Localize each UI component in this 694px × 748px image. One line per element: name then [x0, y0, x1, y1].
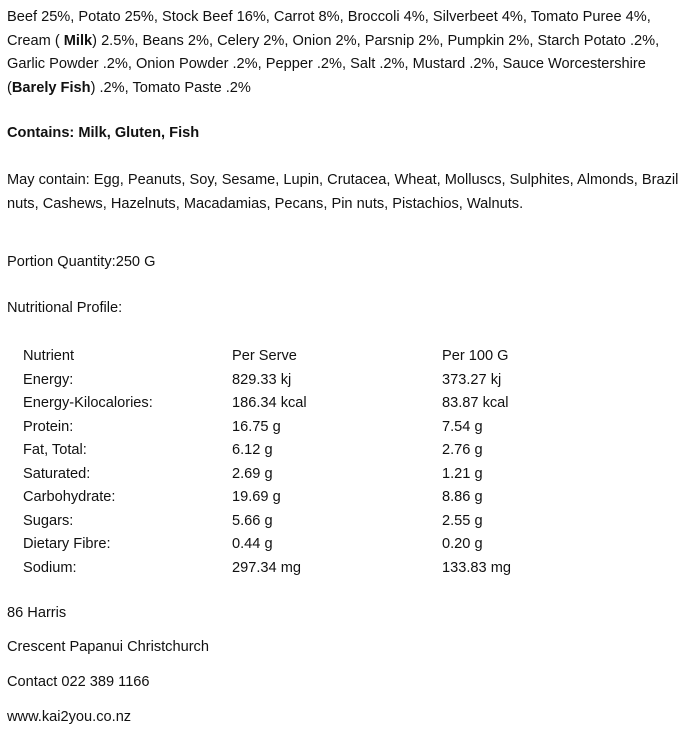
- ingredients-part-1: Beef 25%, Potato 25%, Stock Beef 16%, Carrot 8%, Broccoli 4%, Silverbeet 4%, Tomato Puree 4%, Cream (: [7, 9, 651, 49]
- per-serve-value: 5.66 g: [232, 512, 273, 529]
- nutrition-row: [23, 439, 642, 463]
- nutrition-row: [23, 416, 642, 440]
- per-serve-value: 297.34 mg: [232, 559, 301, 576]
- per-serve-value: 19.69 g: [232, 489, 281, 505]
- nutrition-table: [23, 345, 642, 580]
- nutrient-name: Sodium:: [23, 559, 77, 576]
- per-100g-value: 2.76 g: [442, 442, 483, 458]
- nutrition-row: [23, 486, 642, 510]
- portion-quantity: Portion Quantity:250 G: [7, 254, 156, 270]
- nutrient-name: Protein:: [23, 418, 74, 435]
- per-100g-value: 7.54 g: [442, 418, 483, 435]
- contains-allergens: Contains: Milk, Gluten, Fish: [7, 125, 200, 141]
- nutrition-table-body: [23, 345, 642, 580]
- may-contain-text: May contain: Egg, Peanuts, Soy, Sesame, Lupin, Crutacea, Wheat, Molluscs, Sulphites, Almonds, Brazil nuts, Cashews, Hazelnuts, Macadamias, Pecans, Pin nuts, Pistachios, Walnuts.: [7, 172, 679, 212]
- nutrient-name: Fat, Total:: [23, 442, 87, 458]
- per-serve-value: 16.75 g: [232, 418, 281, 435]
- ingredients-part-3: ) .2%, Tomato Paste .2%: [90, 79, 251, 96]
- nutrition-row: [23, 533, 642, 557]
- nutrient-name: Energy-Kilocalories:: [23, 395, 153, 411]
- allergen-barely-fish: Barely Fish: [11, 79, 91, 96]
- per-serve-value: 0.44 g: [232, 536, 273, 552]
- nutrient-name: Dietary Fibre:: [23, 536, 111, 552]
- per-100g-value: 1.21 g: [442, 465, 483, 482]
- per-100g-value: 0.20 g: [442, 536, 483, 552]
- header-per-serve: Per Serve: [232, 348, 297, 364]
- ingredients-text: [7, 6, 688, 100]
- address-line-2: Crescent Papanui Christchurch: [7, 639, 209, 655]
- nutrition-row: [23, 557, 642, 581]
- per-100g-value: 373.27 kj: [442, 371, 502, 388]
- nutrition-row: [23, 369, 642, 393]
- ingredients-part-2: ) 2.5%, Beans 2%, Celery 2%, Onion 2%, Parsnip 2%, Pumpkin 2%, Starch Potato .2%, Garlic Powder .2%, Onion Powder .2%, Pepper .2%, Salt .2%, Mustard .2%, Sauce Worcestershire (: [7, 32, 660, 96]
- per-100g-value: 8.86 g: [442, 489, 483, 505]
- nutrition-row: [23, 463, 642, 487]
- nutritional-profile-heading: Nutritional Profile:: [7, 300, 123, 316]
- per-serve-value: 186.34 kcal: [232, 395, 307, 411]
- per-serve-value: 2.69 g: [232, 465, 273, 482]
- nutrient-name: Sugars:: [23, 512, 74, 529]
- per-100g-value: 83.87 kcal: [442, 395, 509, 411]
- nutrition-header-row: [23, 345, 642, 369]
- address-line-1: 86 Harris: [7, 605, 67, 621]
- per-serve-value: 829.33 kj: [232, 371, 292, 388]
- nutrition-row: [23, 392, 642, 416]
- per-100g-value: 133.83 mg: [442, 559, 511, 576]
- header-nutrient: Nutrient: [23, 348, 75, 364]
- nutrient-name: Carbohydrate:: [23, 489, 116, 505]
- nutrient-name: Energy:: [23, 371, 74, 388]
- nutrition-row: [23, 510, 642, 534]
- allergen-milk: Milk: [63, 32, 93, 49]
- header-per-100g: Per 100 G: [442, 348, 509, 364]
- per-100g-value: 2.55 g: [442, 512, 483, 529]
- website-link[interactable]: www.kai2you.co.nz: [7, 709, 132, 725]
- contact-phone: Contact 022 389 1166: [7, 674, 150, 690]
- per-serve-value: 6.12 g: [232, 442, 273, 458]
- nutrient-name: Saturated:: [23, 465, 91, 482]
